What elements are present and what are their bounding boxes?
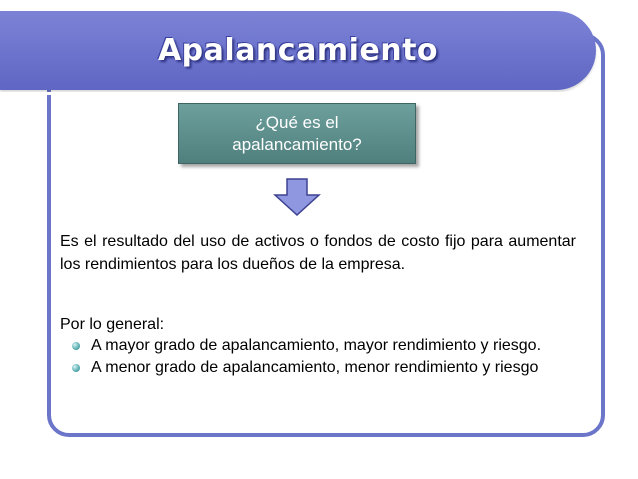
title-underline	[0, 92, 591, 95]
definition-text: Es el resultado del uso de activos o fondos de costo fijo para aumentar los rendimientos para los dueños de la empresa.	[60, 233, 576, 273]
bullet-text: A menor grado de apalancamiento, menor rendimiento y riesgo	[91, 359, 539, 376]
bullet-dot-icon	[72, 342, 80, 350]
lead-text: Por lo general:	[60, 316, 165, 333]
list-item	[60, 357, 580, 379]
bullet-text: A mayor grado de apalancamiento, mayor rendimiento y riesgo.	[91, 337, 542, 354]
bullet-list	[60, 335, 580, 379]
slide-title: Apalancamiento	[157, 33, 439, 68]
question-line-1: ¿Qué es el	[255, 113, 339, 132]
question-line-2: apalancamiento?	[232, 135, 362, 154]
bullet-dot-icon	[72, 364, 80, 372]
question-box	[178, 103, 416, 164]
down-arrow-icon	[273, 178, 321, 216]
list-item	[60, 335, 580, 357]
title-bar	[0, 11, 596, 90]
